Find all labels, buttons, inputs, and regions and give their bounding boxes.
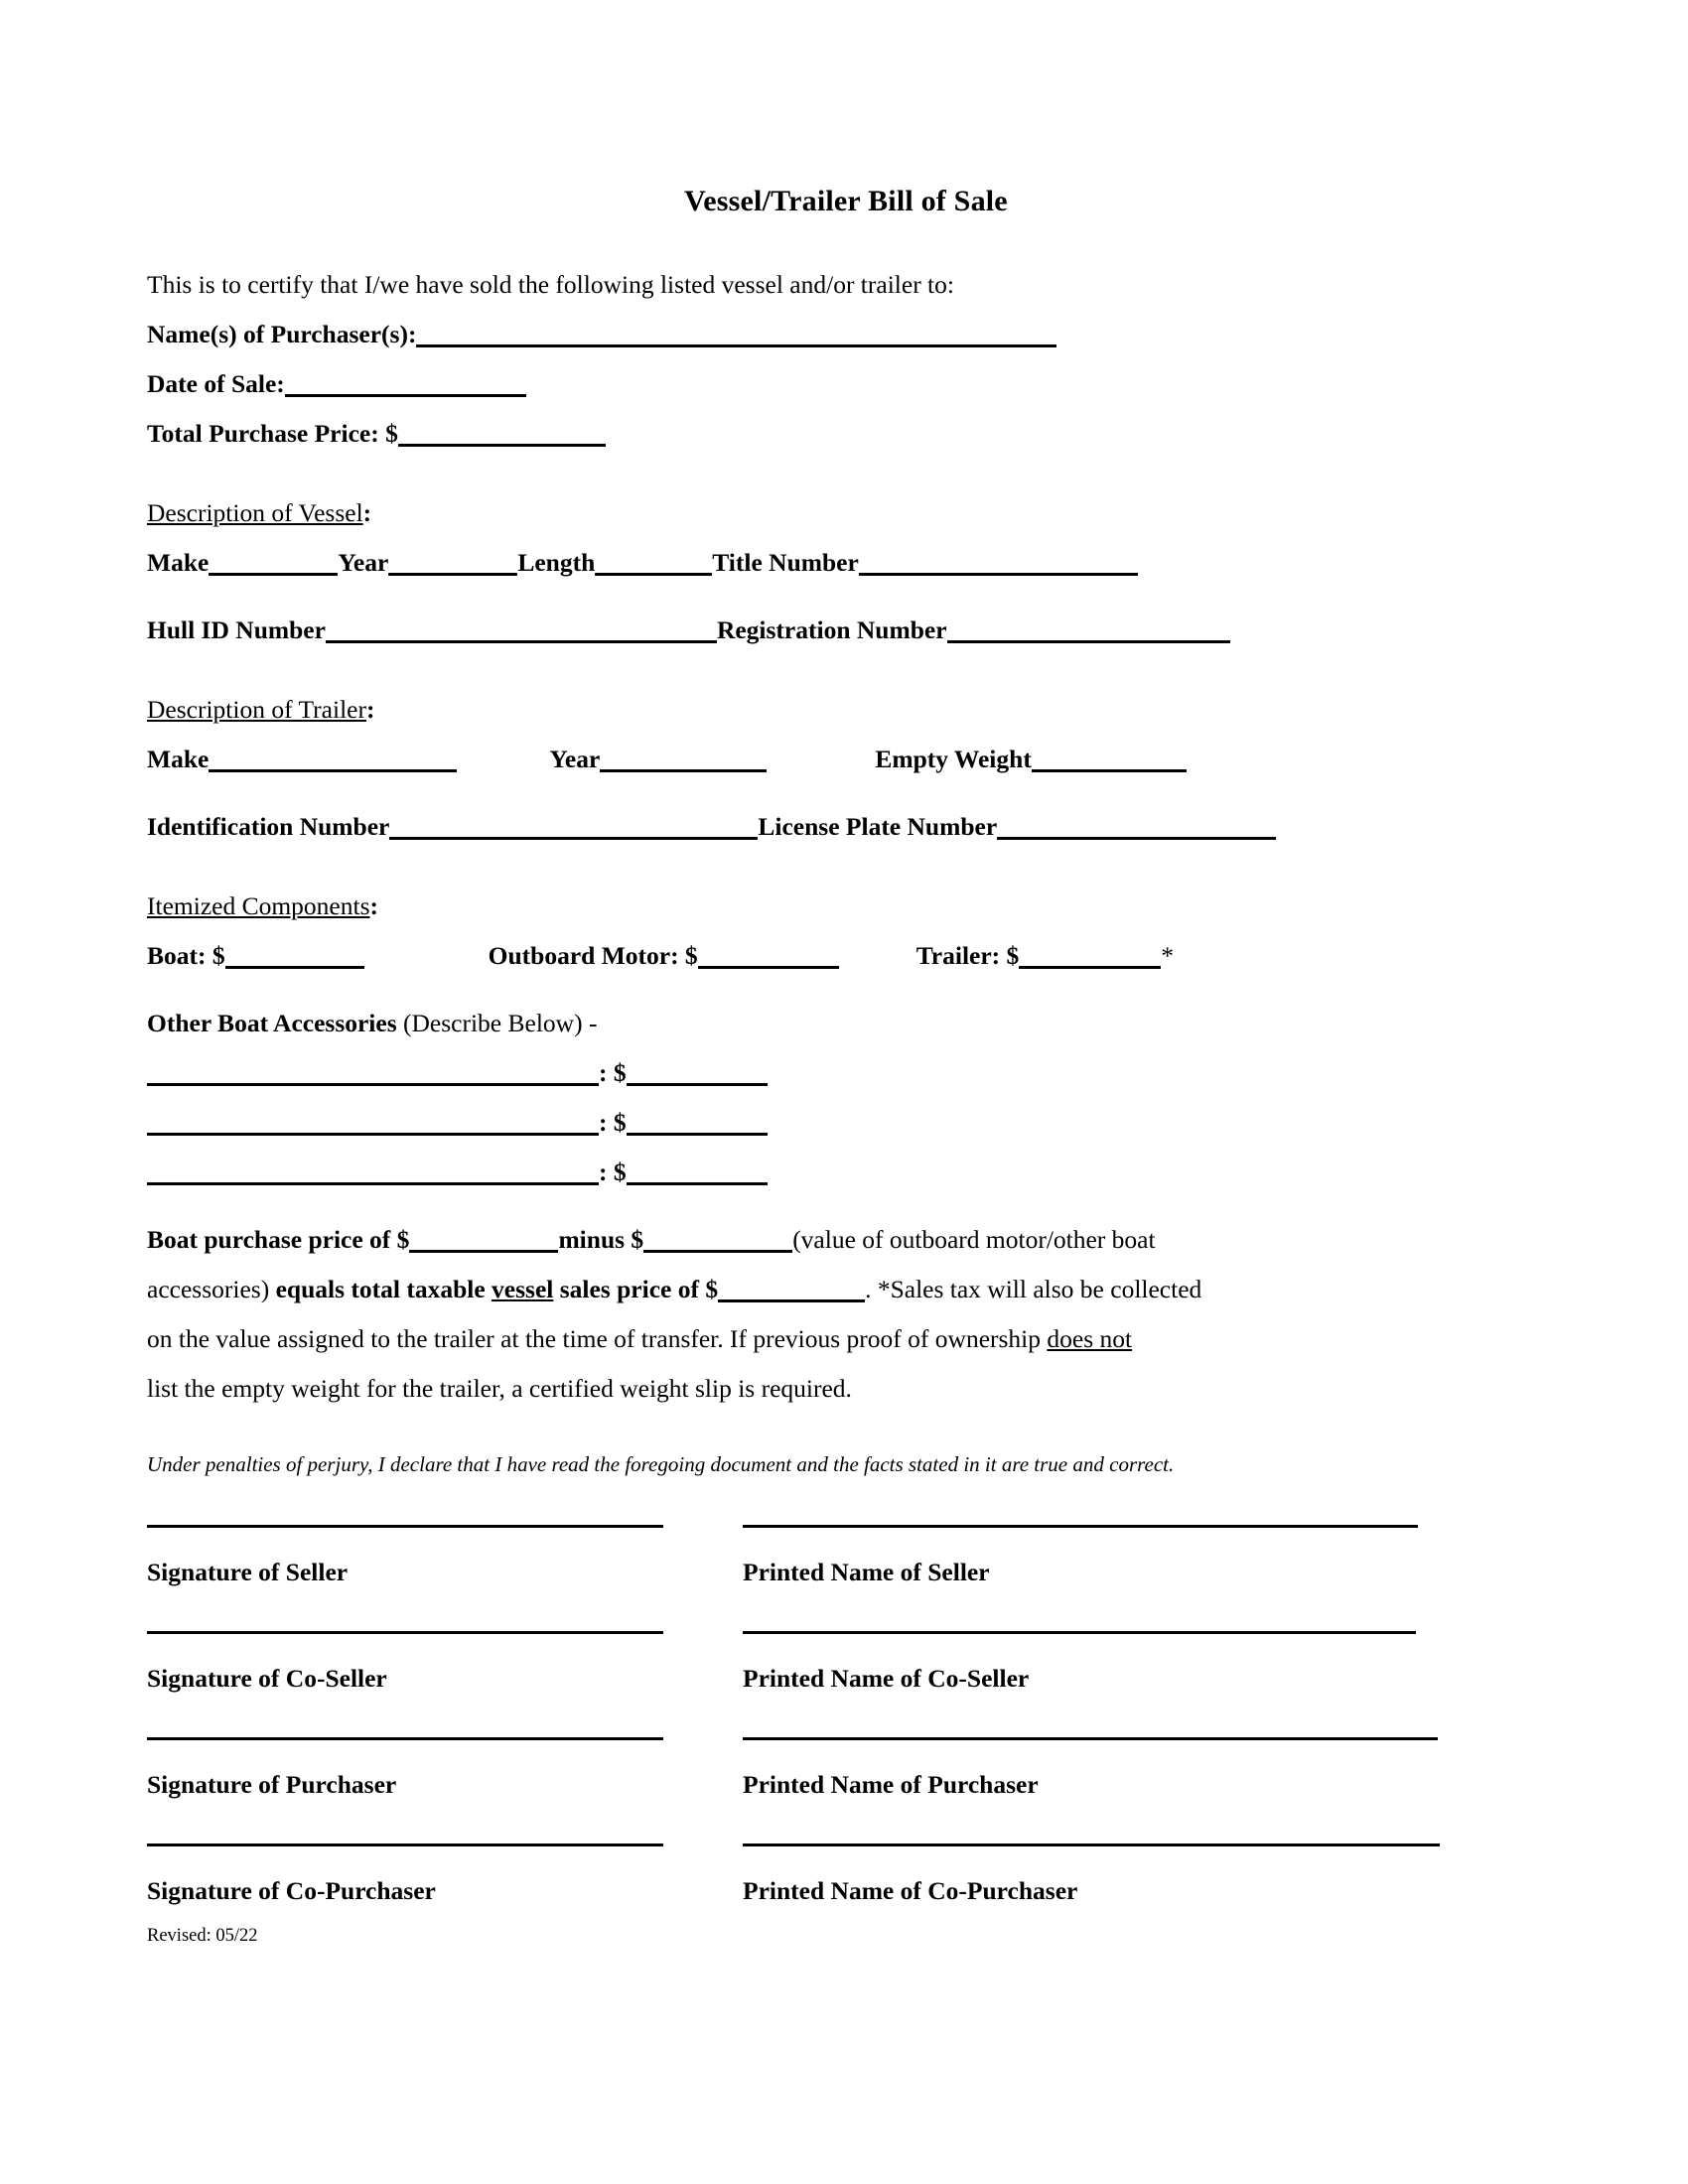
signature-seller-label: Signature of Seller: [147, 1558, 349, 1586]
boat-purchase-price-field[interactable]: [409, 1250, 558, 1253]
boat-price-label: Boat: $: [147, 941, 225, 970]
accessories-label: Other Boat Accessories: [147, 1009, 397, 1037]
calculation-line-2: [147, 1265, 1505, 1314]
printed-name-co-purchaser-label: Printed Name of Co-Purchaser: [743, 1876, 1078, 1905]
license-plate-field[interactable]: [997, 837, 1276, 840]
intro-text: This is to certify that I/we have sold the following listed vessel and/or trailer to:: [147, 270, 954, 299]
accessories-continuation: accessories): [147, 1275, 276, 1303]
printed-name-co-purchaser-field[interactable]: [743, 1843, 1440, 1846]
printed-name-co-purchaser-cell: [743, 1843, 1477, 1947]
calculation-line-4: list the empty weight for the trailer, a certified weight slip is required.: [147, 1374, 852, 1403]
trailer-asterisk: *: [1161, 941, 1175, 970]
date-of-sale-field[interactable]: [285, 394, 526, 397]
printed-name-seller-label: Printed Name of Seller: [743, 1558, 990, 1586]
vessel-year-field[interactable]: [388, 573, 517, 576]
signature-co-purchaser-cell: [147, 1843, 743, 1947]
signature-row: [147, 1843, 1505, 1947]
vessel-row-1: [147, 538, 1505, 588]
purchaser-name-label: Name(s) of Purchaser(s):: [147, 320, 417, 348]
itemized-section-heading: [147, 882, 1505, 931]
calculation-line-3: [147, 1314, 1505, 1364]
accessory-2-price-field[interactable]: [627, 1133, 768, 1136]
accessory-3-description-field[interactable]: [147, 1182, 599, 1185]
printed-name-seller-field[interactable]: [743, 1525, 1418, 1528]
calculation-paragraph: [147, 1215, 1505, 1414]
signature-purchaser-cell: [147, 1737, 743, 1800]
vessel-make-field[interactable]: [209, 573, 338, 576]
document-content: [147, 185, 1505, 1947]
spacer: [147, 459, 1505, 488]
signature-co-seller-cell: [147, 1631, 743, 1694]
registration-number-field[interactable]: [947, 640, 1230, 643]
identification-number-field[interactable]: [389, 837, 758, 840]
outboard-motor-field[interactable]: [698, 966, 839, 969]
accessory-3-separator: : $: [599, 1158, 627, 1186]
hull-id-field[interactable]: [326, 640, 717, 643]
vessel-heading-text: Description of Vessel: [147, 498, 363, 527]
signature-row: [147, 1525, 1505, 1587]
accessory-row-3: [147, 1148, 1505, 1197]
itemized-row: [147, 931, 1505, 981]
signature-row: [147, 1737, 1505, 1800]
printed-name-purchaser-cell: [743, 1737, 1477, 1800]
sales-tax-note: *Sales tax will also be collected: [877, 1275, 1202, 1303]
boat-purchase-price-label: Boat purchase price of $: [147, 1225, 410, 1254]
printed-name-purchaser-field[interactable]: [743, 1737, 1438, 1740]
trailer-make-field[interactable]: [209, 769, 457, 772]
accessory-1-separator: : $: [599, 1058, 627, 1087]
accessory-2-separator: : $: [599, 1108, 627, 1137]
accessories-note: (Describe Below) -: [403, 1009, 598, 1037]
date-of-sale-label: Date of Sale:: [147, 369, 285, 398]
vessel-section-heading: [147, 488, 1505, 538]
boat-price-field[interactable]: [225, 966, 364, 969]
signature-purchaser-label: Signature of Purchaser: [147, 1770, 397, 1799]
trailer-row-1: [147, 735, 1505, 784]
total-price-row: [147, 409, 1505, 459]
signature-co-seller-label: Signature of Co-Seller: [147, 1664, 387, 1693]
signature-co-seller-field[interactable]: [147, 1631, 663, 1634]
signature-co-purchaser-label: Signature of Co-Purchaser: [147, 1876, 436, 1905]
revised-date: Revised: 05/22: [147, 1926, 258, 1946]
trailer-empty-weight-field[interactable]: [1032, 769, 1187, 772]
spacer: [147, 655, 1505, 685]
hull-id-label: Hull ID Number: [147, 615, 326, 644]
accessory-3-price-field[interactable]: [627, 1182, 768, 1185]
vessel-heading-colon: :: [362, 498, 372, 527]
sales-price-label: sales price of $: [553, 1275, 719, 1303]
taxable-sales-price-field[interactable]: [718, 1299, 865, 1302]
perjury-statement: Under penalties of perjury, I declare that I have read the foregoing document and the facts stated in it are true and correct.: [147, 1452, 1175, 1476]
total-price-field[interactable]: [398, 444, 606, 447]
identification-number-label: Identification Number: [147, 812, 390, 841]
vessel-title-number-field[interactable]: [859, 573, 1138, 576]
spacer: [147, 981, 1505, 999]
trailer-year-field[interactable]: [600, 769, 767, 772]
accessory-2-description-field[interactable]: [147, 1133, 599, 1136]
purchaser-name-row: [147, 310, 1505, 359]
signature-block: [147, 1525, 1505, 1947]
accessory-1-price-field[interactable]: [627, 1083, 768, 1086]
purchaser-name-field[interactable]: [416, 344, 1056, 347]
printed-name-co-seller-label: Printed Name of Co-Seller: [743, 1664, 1030, 1693]
vessel-make-label: Make: [147, 548, 210, 577]
vessel-title-number-label: Title Number: [712, 548, 859, 577]
does-not-emphasis: does not: [1047, 1324, 1133, 1353]
vessel-length-field[interactable]: [595, 573, 712, 576]
signature-row: [147, 1631, 1505, 1694]
accessory-row-2: [147, 1098, 1505, 1148]
spacer: [147, 588, 1505, 606]
trailer-row-2: [147, 802, 1505, 852]
printed-name-co-seller-field[interactable]: [743, 1631, 1416, 1634]
vessel-length-label: Length: [517, 548, 596, 577]
vessel-row-2: [147, 606, 1505, 655]
trailer-empty-weight-label: Empty Weight: [875, 745, 1032, 773]
minus-amount-field[interactable]: [643, 1250, 792, 1253]
outboard-motor-label: Outboard Motor: $: [488, 941, 698, 970]
total-price-label: Total Purchase Price: $: [147, 419, 398, 448]
spacer: [147, 1197, 1505, 1215]
accessories-heading-row: [147, 999, 1505, 1048]
calculation-period: .: [865, 1275, 878, 1303]
itemized-heading-text: Itemized Components: [147, 891, 370, 920]
registration-number-label: Registration Number: [716, 615, 947, 644]
trailer-price-label: Trailer: $: [915, 941, 1020, 970]
accessory-row-1: [147, 1048, 1505, 1098]
trailer-heading-colon: :: [365, 695, 375, 724]
trailer-heading-text: Description of Trailer: [147, 695, 366, 724]
trailer-price-field[interactable]: [1019, 966, 1161, 969]
accessory-1-description-field[interactable]: [147, 1083, 599, 1086]
signature-seller-field[interactable]: [147, 1525, 663, 1528]
date-of-sale-row: [147, 359, 1505, 409]
spacer: [147, 852, 1505, 882]
signature-co-purchaser-field[interactable]: [147, 1843, 663, 1846]
trailer-year-label: Year: [549, 745, 601, 773]
calculation-note-1: (value of outboard motor/other boat: [792, 1225, 1156, 1254]
page-title: Vessel/Trailer Bill of Sale: [684, 185, 1008, 217]
vessel-year-label: Year: [338, 548, 389, 577]
signature-seller-cell: [147, 1525, 743, 1587]
printed-name-seller-cell: [743, 1525, 1477, 1587]
signature-purchaser-field[interactable]: [147, 1737, 663, 1740]
spacer: [147, 784, 1505, 802]
calculation-line-1: [147, 1215, 1505, 1265]
trailer-section-heading: [147, 685, 1505, 735]
minus-label: minus $: [558, 1225, 644, 1254]
equals-total-taxable-label: equals total taxable: [275, 1275, 492, 1303]
itemized-heading-colon: :: [369, 891, 378, 920]
trailer-value-note: on the value assigned to the trailer at the time of transfer. If previous proof of ownership: [147, 1324, 1048, 1353]
printed-name-co-seller-cell: [743, 1631, 1477, 1694]
vessel-emphasis: vessel: [492, 1275, 554, 1303]
printed-name-purchaser-label: Printed Name of Purchaser: [743, 1770, 1039, 1799]
license-plate-label: License Plate Number: [758, 812, 998, 841]
trailer-make-label: Make: [147, 745, 210, 773]
